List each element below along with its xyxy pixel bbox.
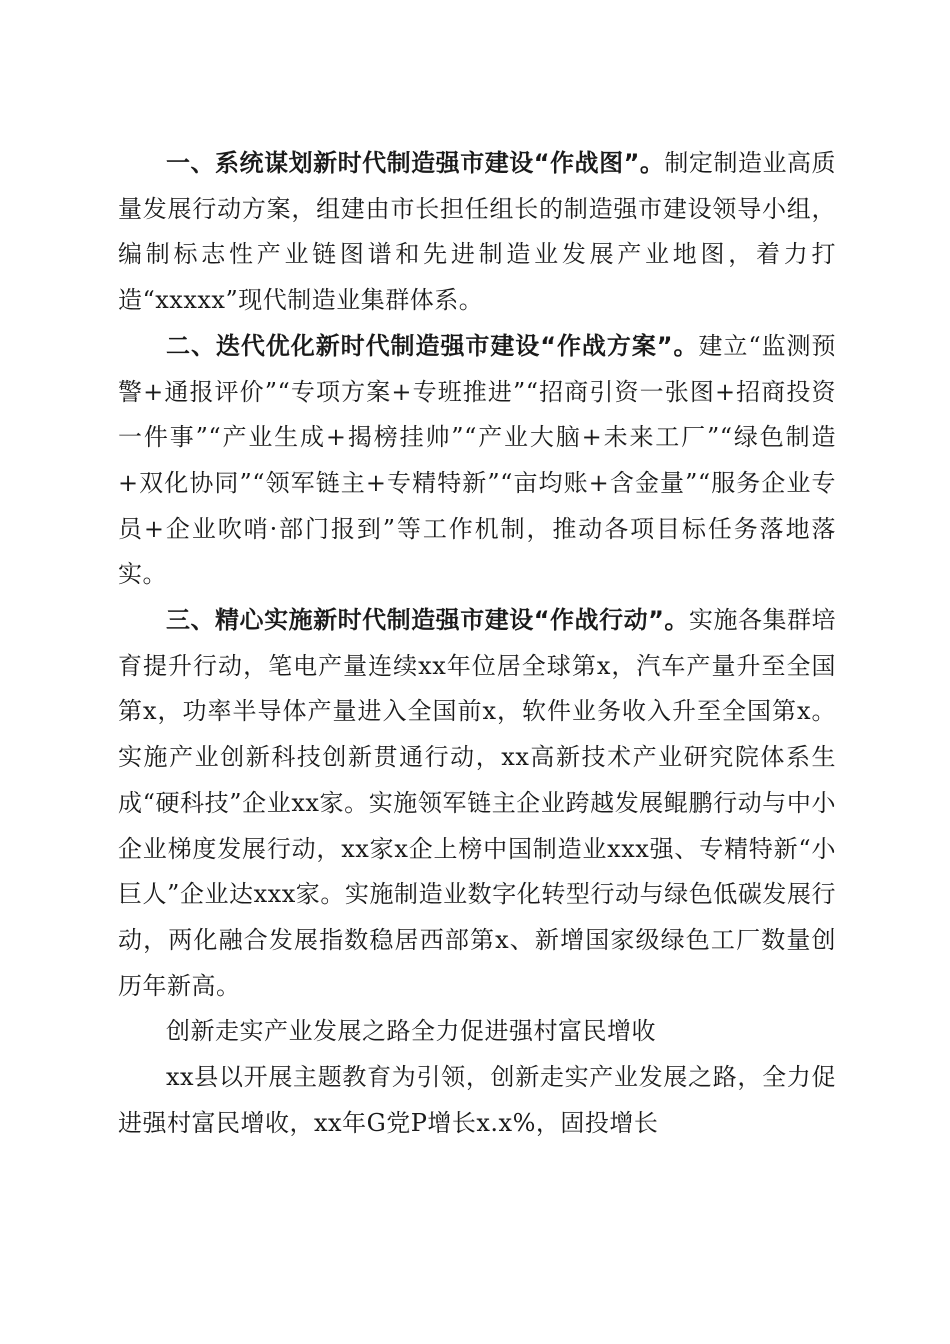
section-3-heading: 三、精心实施新时代制造强市建设“作战行动”。	[166, 606, 689, 635]
section-2-body: 建立“监测预警+通报评价”“专项方案+专班推进”“招商引资一张图+招商投资一件事”“产业生成+揭榜挂帅”“产业大脑+未来工厂”“绿色制造+双化协同”“领军链主+专精特新”“亩均账+含金量”“服务企业专员+企业吹哨·部门报到”等工作机制，推动各项目标任务落地落实。	[118, 331, 836, 589]
section-3-paragraph	[118, 598, 836, 1009]
article-subtitle: 创新走实产业发展之路全力促进强村富民增收	[166, 1017, 656, 1046]
section-1-paragraph	[118, 141, 836, 324]
section-3-body: 实施各集群培育提升行动，笔电产量连续xx年位居全球第x，汽车产量升至全国第x，功率半导体产量进入全国前x，软件业务收入升至全国第x。实施产业创新科技创新贯通行动，xx高新技术产业研究院体系生成“硬科技”企业xx家。实施领军链主企业跨越发展鲲鹏行动与中小企业梯度发展行动，xx家x企上榜中国制造业xxx强、专精特新“小巨人”企业达xxx家。实施制造业数字化转型行动与绿色低碳发展行动，两化融合发展指数稳居西部第x、新增国家级绿色工厂数量创历年新高。	[118, 606, 837, 1000]
final-paragraph: xx县以开展主题教育为引领，创新走实产业发展之路，全力促进强村富民增收，xx年G党P增长x.x%，固投增长	[118, 1063, 836, 1137]
section-1-body: 制定制造业高质量发展行动方案，组建由市长担任组长的制造强市建设领导小组，编制标志性产业链图谱和先进制造业发展产业地图，着力打造“xxxxx”现代制造业集群体系。	[118, 149, 837, 315]
section-2-paragraph	[118, 324, 836, 598]
section-2-heading: 二、迭代优化新时代制造强市建设“作战方案”。	[166, 331, 699, 360]
section-1-heading: 一、系统谋划新时代制造强市建设“作战图”。	[166, 149, 665, 177]
document-page	[118, 141, 836, 1146]
